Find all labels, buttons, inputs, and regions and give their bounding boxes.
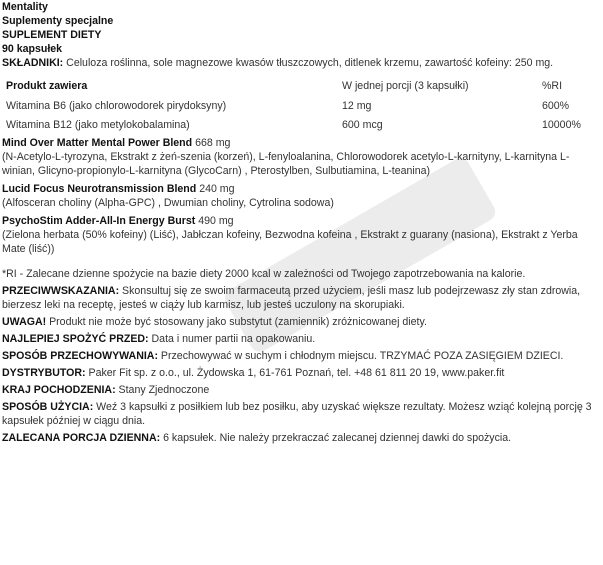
- ingredients-paragraph: [2, 56, 598, 70]
- section-label: SPOSÓB UŻYCIA:: [2, 401, 94, 413]
- section-best-before: [2, 332, 598, 346]
- nutrition-table-header: [4, 76, 594, 96]
- ingredients-label: SKŁADNIKI:: [2, 57, 64, 69]
- table-header-product: Produkt zawiera: [6, 80, 88, 92]
- nutrition-table: [4, 76, 594, 134]
- section-text: Weź 3 kapsułki z posiłkiem lub bez posiłku, aby uzyskać większe rezultaty. Możesz wziąć kolejną porcję 3 kapsułek później w ciągu dnia.: [2, 401, 592, 427]
- section-distributor: [2, 366, 598, 380]
- section-label: DYSTRYBUTOR:: [2, 367, 86, 379]
- section-usage: [2, 400, 598, 428]
- label-document: [2, 0, 598, 445]
- table-row: [4, 115, 594, 134]
- table-cell-nutrient: Witamina B6 (jako chlorowodorek pirydoksyny): [6, 99, 227, 112]
- blend-name: Mind Over Matter Mental Power Blend: [2, 137, 193, 149]
- table-cell-nutrient: Witamina B12 (jako metylokobalamina): [6, 118, 190, 131]
- section-contraindications: [2, 284, 598, 312]
- brand-name: Mentality: [2, 1, 48, 13]
- blend-name: Lucid Focus Neurotransmission Blend: [2, 183, 197, 195]
- section-text: Data i numer partii na opakowaniu.: [148, 333, 316, 345]
- table-row: [4, 96, 594, 115]
- blend-heading: [2, 214, 598, 228]
- blend-name: PsychoStim Adder-All-In Energy Burst: [2, 215, 196, 227]
- blend-amount: 490 mg: [195, 215, 234, 227]
- section-label: UWAGA!: [2, 316, 47, 328]
- table-cell-amount: 600 mcg: [342, 118, 383, 131]
- section-label: ZALECANA PORCJA DZIENNA:: [2, 432, 161, 444]
- section-label: SPOSÓB PRZECHOWYWANIA:: [2, 350, 158, 362]
- table-header-serving: W jednej porcji (3 kapsułki): [342, 80, 469, 92]
- blend-amount: 668 mg: [192, 137, 231, 149]
- blend-psychostim: [2, 214, 598, 256]
- section-label: PRZECIWWSKAZANIA:: [2, 285, 120, 297]
- section-text: Stany Zjednoczone: [115, 384, 210, 396]
- blend-heading: [2, 136, 598, 150]
- ingredients-text: Celuloza roślinna, sole magnezowe kwasów tłuszczowych, ditlenek krzemu, zawartość kofeiny: 250 mg.: [63, 57, 554, 69]
- blend-heading: [2, 182, 598, 196]
- blend-ingredients: (Zielona herbata (50% kofeiny) (Liść), Jabłczan kofeiny, Bezwodna kofeina , Ekstrakt z guarany (nasiona), Ekstrakt z Yerba Mate (liść)): [2, 229, 578, 255]
- section-storage: [2, 349, 598, 363]
- section-text: Produkt nie może być stosowany jako substytut (zamiennik) zróżnicowanej diety.: [46, 316, 427, 328]
- section-text: 6 kapsułek. Nie należy przekraczać zalecanej dziennej dawki do spożycia.: [160, 432, 512, 444]
- table-header-ri: %RI: [542, 80, 563, 92]
- section-text: Przechowywać w suchym i chłodnym miejscu. TRZYMAĆ POZA ZASIĘGIEM DZIECI.: [157, 350, 564, 362]
- table-cell-ri: 600%: [542, 99, 570, 112]
- section-daily-portion: [2, 431, 598, 445]
- section-text: Skonsultuj się ze swoim farmaceutą przed użyciem, jeśli masz lub podejrzewasz zły stan zdrowia, bierzesz leki na receptę, jesteś w ciąży lub karmisz, lub jesteś uczulony na skorupiaki.: [2, 285, 581, 311]
- section-country: [2, 383, 598, 397]
- capsule-count: 90 kapsułek: [2, 43, 63, 55]
- blend-mind-over-matter: [2, 136, 598, 178]
- blend-ingredients: (Alfosceran choliny (Alpha-GPC) , Dwumian choliny, Cytrolina sodowa): [2, 197, 334, 209]
- blend-ingredients: (N-Acetylo-L-tyrozyna, Ekstrakt z żeń-szenia (korzeń), L-fenyloalanina, Chlorowodorek acetylo-L-karnityny, L-karnityna L-winian, Glicyno-propionylo-L-karnityna (GlycoCarn) , Pterostylben, Sulbutiamina, L-teanina): [2, 151, 570, 177]
- table-cell-ri: 10000%: [542, 118, 581, 131]
- ri-footnote: *RI - Zalecane dzienne spożycie na bazie diety 2000 kcal w zależności od Twojego zapotrzebowania na kalorie.: [2, 268, 526, 280]
- section-text: Paker Fit sp. z o.o., ul. Żydowska 1, 61-761 Poznań, tel. +48 61 811 20 19, www.paker.fit: [85, 367, 505, 379]
- table-cell-amount: 12 mg: [342, 99, 372, 112]
- section-label: KRAJ POCHODZENIA:: [2, 384, 116, 396]
- blend-lucid-focus: [2, 182, 598, 210]
- section-warning: [2, 315, 598, 329]
- product-subtitle: Suplementy specjalne: [2, 15, 114, 27]
- section-label: NAJLEPIEJ SPOŻYĆ PRZED:: [2, 333, 149, 345]
- product-category: SUPLEMENT DIETY: [2, 29, 102, 41]
- blend-amount: 240 mg: [196, 183, 235, 195]
